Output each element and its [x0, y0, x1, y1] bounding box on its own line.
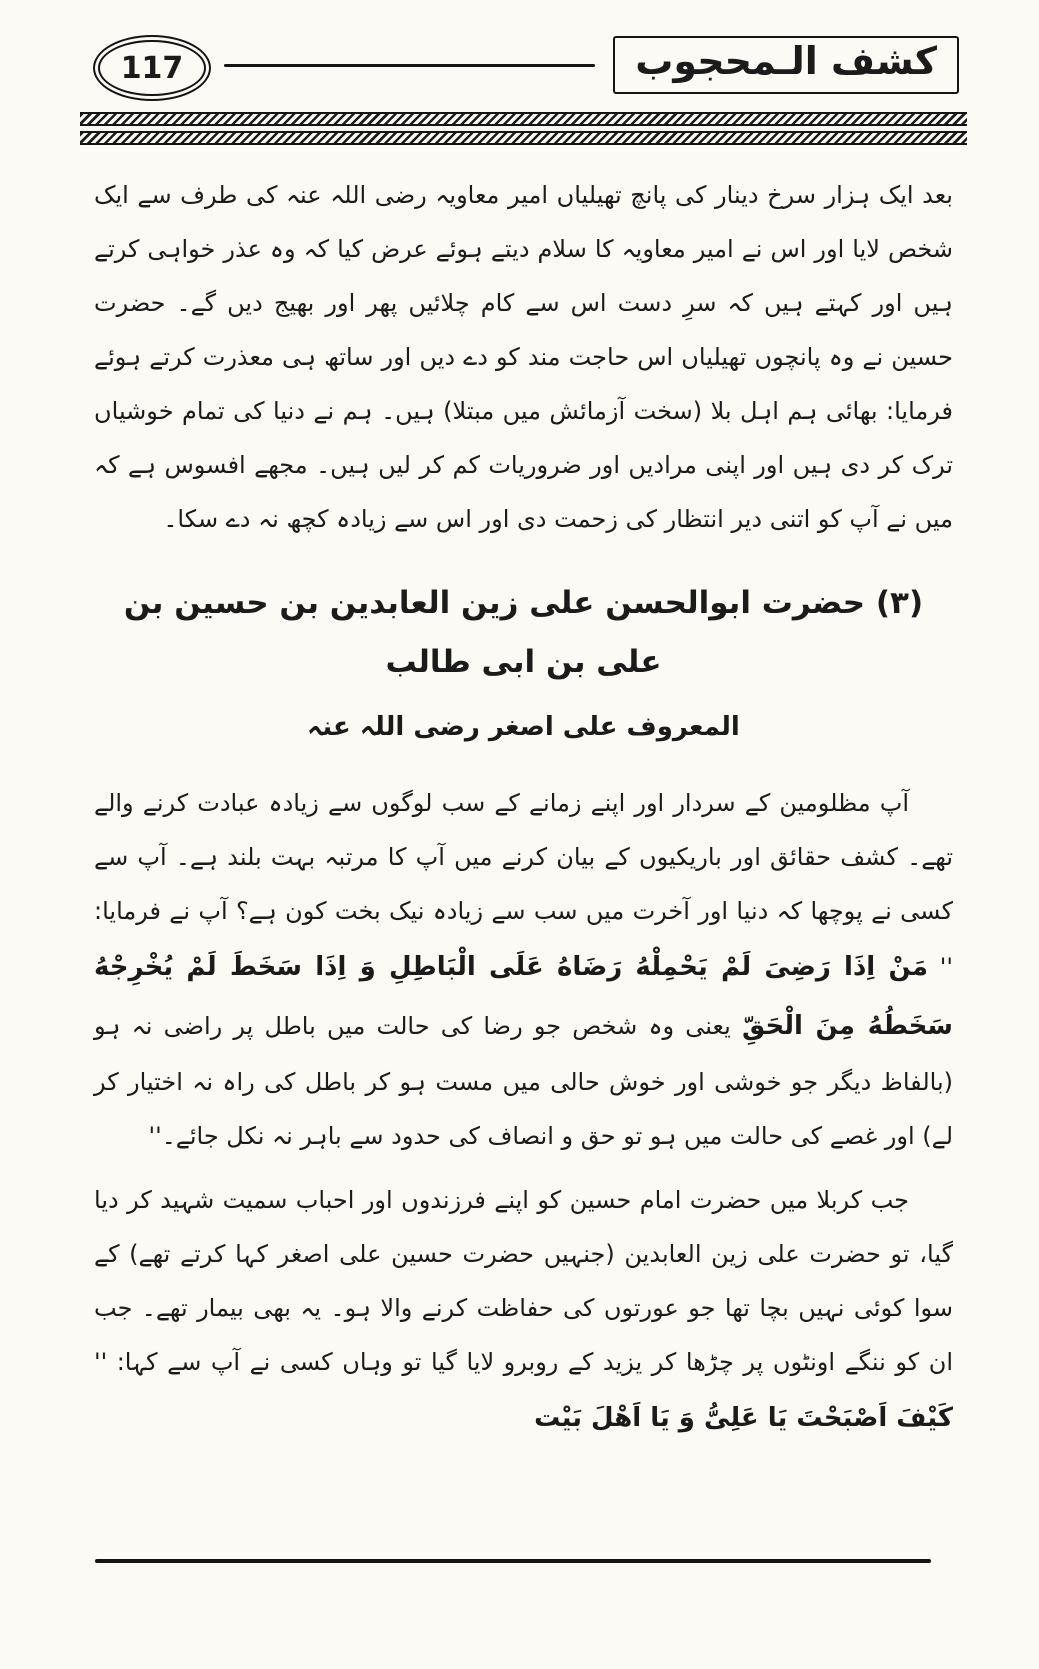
section-subheading: المعروف علی اصغر رضی اللہ عنہ — [307, 711, 740, 742]
decorative-hatch-rules — [80, 112, 967, 145]
header-rule — [224, 64, 595, 67]
footer-rule — [95, 1559, 931, 1563]
page-number-badge — [98, 40, 206, 96]
section-heading: (۳) حضرت ابوالحسن علی زین العابدین بن حسین بن علی بن ابی طالب — [123, 585, 924, 680]
paragraph-2-continued: یعنی وہ شخص جو رضا کی حالت میں باطل پر راضی نہ ہو (بالفاظ دیگر جو خوشی اور خوش حالی میں مست ہو کر باطل کی راہ نہ اختیار کر لے) اور غصے کی حالت میں ہو تو حق و انصاف کی حدود سے باہر نہ نکل جائے۔'' — [94, 1011, 953, 1151]
paragraph-2 — [94, 776, 953, 1163]
page-body — [0, 150, 1039, 1448]
hatch-bar-bottom — [80, 131, 967, 145]
page-number: 117 — [120, 50, 184, 86]
paragraph-3 — [94, 1173, 953, 1448]
arabic-quote-2: کَیْفَ اَصْبَحْتَ یَا عَلِیُّ وَ یَا اَهْلَ بَیْت — [534, 1403, 953, 1434]
paragraph-2-text: آپ مظلومین کے سردار اور اپنے زمانے کے سب لوگوں سے زیادہ عبادت کرنے والے تھے۔ کشف حقائق اور باریکیوں کے بیان کرنے میں آپ کا مرتبہ بہت بلند ہے۔ آپ سے کسی نے پوچھا کہ دنیا اور آخرت میں سب سے زیادہ نیک بخت کون ہے؟ آپ نے فرمایا: '' — [94, 789, 953, 982]
page-header — [0, 0, 1039, 96]
book-title: کشف الـمحجوب — [613, 36, 959, 94]
paragraph-1: بعد ایک ہزار سرخ دینار کی پانچ تھیلیاں امیر معاویہ رضی اللہ عنہ کی طرف سے ایک شخص لایا اور اس نے امیر معاویہ کا سلام دیتے ہوئے عرض کیا کہ وہ عذر خواہی کرتے ہیں اور کہتے ہیں کہ سرِ دست اس سے کام چلائیں پھر اور بھیج دیں گے۔ حضرت حسین نے وہ پانچوں تھیلیاں اس حاجت مند کو دے دیں اور ساتھ ہی معذرت کرتے ہوئے فرمایا: بھائی ہم اہل بلا (سخت آزمائش میں مبتلا) ہیں۔ ہم نے دنیا کی تمام خوشیاں ترک کر دی ہیں اور اپنی مرادیں اور ضروریات کم کر لیں ہیں۔ مجھے افسوس ہے کہ میں نے آپ کو اتنی دیر انتظار کی زحمت دی اور اس سے زیادہ کچھ نہ دے سکا۔ — [94, 181, 953, 533]
hatch-bar-top — [80, 112, 967, 126]
paragraph-3-text: جب کربلا میں حضرت امام حسین کو اپنے فرزندوں اور احباب سمیت شہید کر دیا گیا، تو حضرت علی زین العابدین (جنہیں حضرت حسین علی اصغر کہا کرتے تھے) کے سوا کوئی نہیں بچا تھا جو عورتوں کی حفاظت کرنے والا ہو۔ یہ بھی بیمار تھے۔ جب ان کو ننگے اونٹوں پر چڑھا کر یزید کے روبرو لایا گیا تو وہاں کسی نے آپ سے کہا: '' — [94, 1186, 953, 1377]
arabic-quote-1: مَنْ اِذَا رَضِیَ لَمْ یَحْمِلْهُ رَضَاهُ عَلَی الْبَاطِلِ وَ اِذَا سَخَطَ لَمْ یُخْرِجْهُ سَخَطُهُ مِنَ الْحَقِّ — [94, 952, 953, 1041]
